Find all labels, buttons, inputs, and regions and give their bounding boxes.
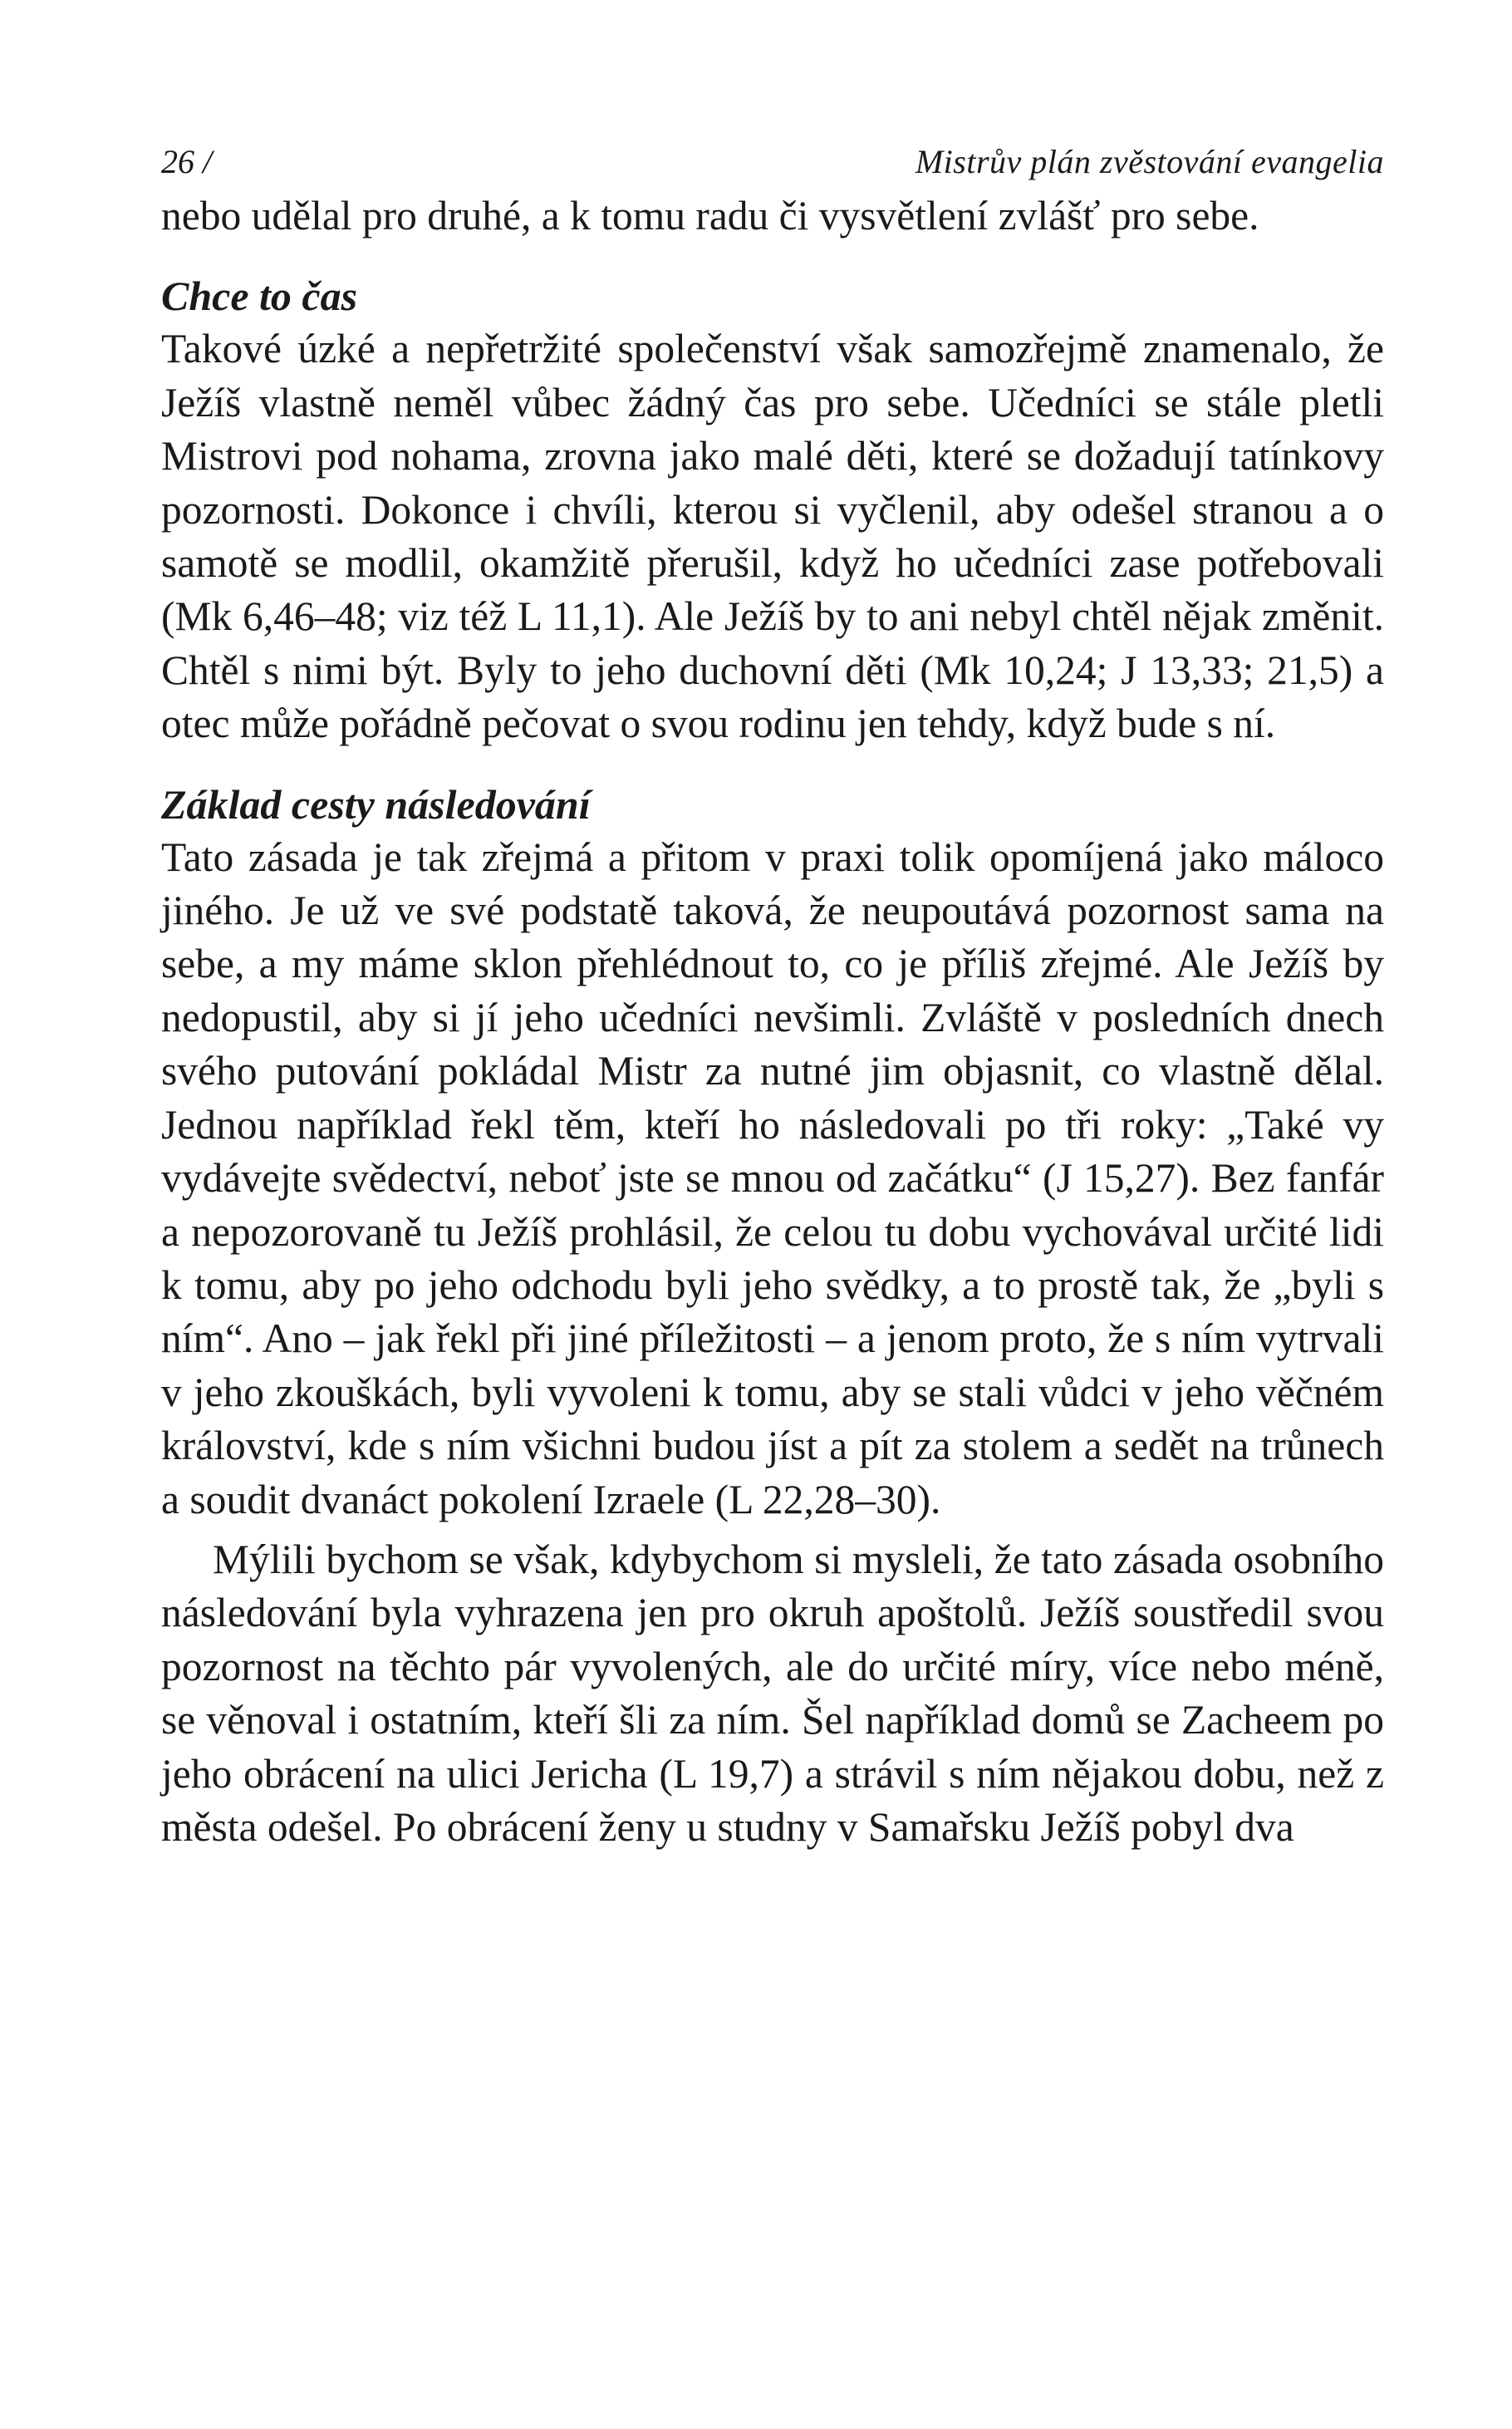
page-body <box>161 189 1384 1854</box>
section-heading-zaklad-cesty: Základ cesty následování <box>161 780 591 828</box>
chce-to-cas-paragraph: Takové úzké a nepřetržité společenství však samozřejmě znamenalo, že Ježíš vlastně neměl vůbec žádný čas pro sebe. Učedníci se stále pletli Mistrovi pod nohama, zrovna jako malé děti, které se dožadují tatínkovy pozornosti. Dokonce i chvíli, kterou si vyčlenil, aby odešel stranou a o samotě se modlil, okamžitě přerušil, když ho učedníci zase potřebovali (Mk 6,46–48; viz též L 11,1). Ale Ježíš by to ani nebyl chtěl nějak změnit. Chtěl s nimi být. Byly to jeho duchovní děti (Mk 10,24; J 13,33; 21,5) a otec může pořádně pečovat o svou rodinu jen tehdy, když bude s ní. <box>161 326 1384 747</box>
section-heading-chce-to-cas: Chce to čas <box>161 273 358 320</box>
running-book-title: Mistrův plán zvěstování evangelia <box>915 143 1384 180</box>
running-header <box>161 141 1384 183</box>
page-number: 26 / <box>161 143 213 180</box>
paragraph-spacer <box>161 1527 1384 1533</box>
zaklad-paragraph-2: Mýlili bychom se však, kdybychom si mysleli, že tato zásada osobního následování byla vyhrazena jen pro okruh apoštolů. Ježíš soustředil svou pozornost na těchto pár vyvolených, ale do určité míry, více nebo méně, se věnoval i ostatním, kteří šli za ním. Šel například domů se Zacheem po jeho obrácení na ulici Jericha (L 19,7) a strávil s ním nějakou dobu, než z města odešel. Po obrácení ženy u studny v Samařsku Ježíš pobyl dva <box>161 1536 1384 1850</box>
intro-paragraph: nebo udělal pro druhé, a k tomu radu či vysvětlení zvlášť pro sebe. <box>161 193 1259 238</box>
zaklad-paragraph-1: Tato zásada je tak zřejmá a přitom v praxi tolik opomíjená jako máloco jiného. Je už ve své podstatě taková, že neupoutává pozornost sama na sebe, a my máme sklon přehlédnout to, co je příliš zřejmé. Ale Ježíš by nedopustil, aby si jí jeho učedníci nevšimli. Zvláště v posledních dnech svého putování pokládal Mistr za nutné jim objasnit, co vlastně dělal. Jednou například řekl těm, kteří ho následovali po tři roky: „Také vy vydávejte svědectví, neboť jste se mnou od začátku“ (J 15,27). Bez fanfár a nepozorovaně tu Ježíš prohlásil, že celou tu dobu vychovával určité lidi k tomu, aby po jeho odchodu byli jeho svědky, a to prostě tak, že „byli s ním“. Ano – jak řekl při jiné příležitosti – a jenom proto, že s ním vytrvali v jeho zkouškách, byli vyvoleni k tomu, aby se stali vůdci v jeho věčném království, kde s ním všichni budou jíst a pít za stolem a sedět na trůnech a soudit dvanáct pokolení Izraele (L 22,28–30). <box>161 833 1384 1522</box>
book-page <box>161 141 1384 1854</box>
